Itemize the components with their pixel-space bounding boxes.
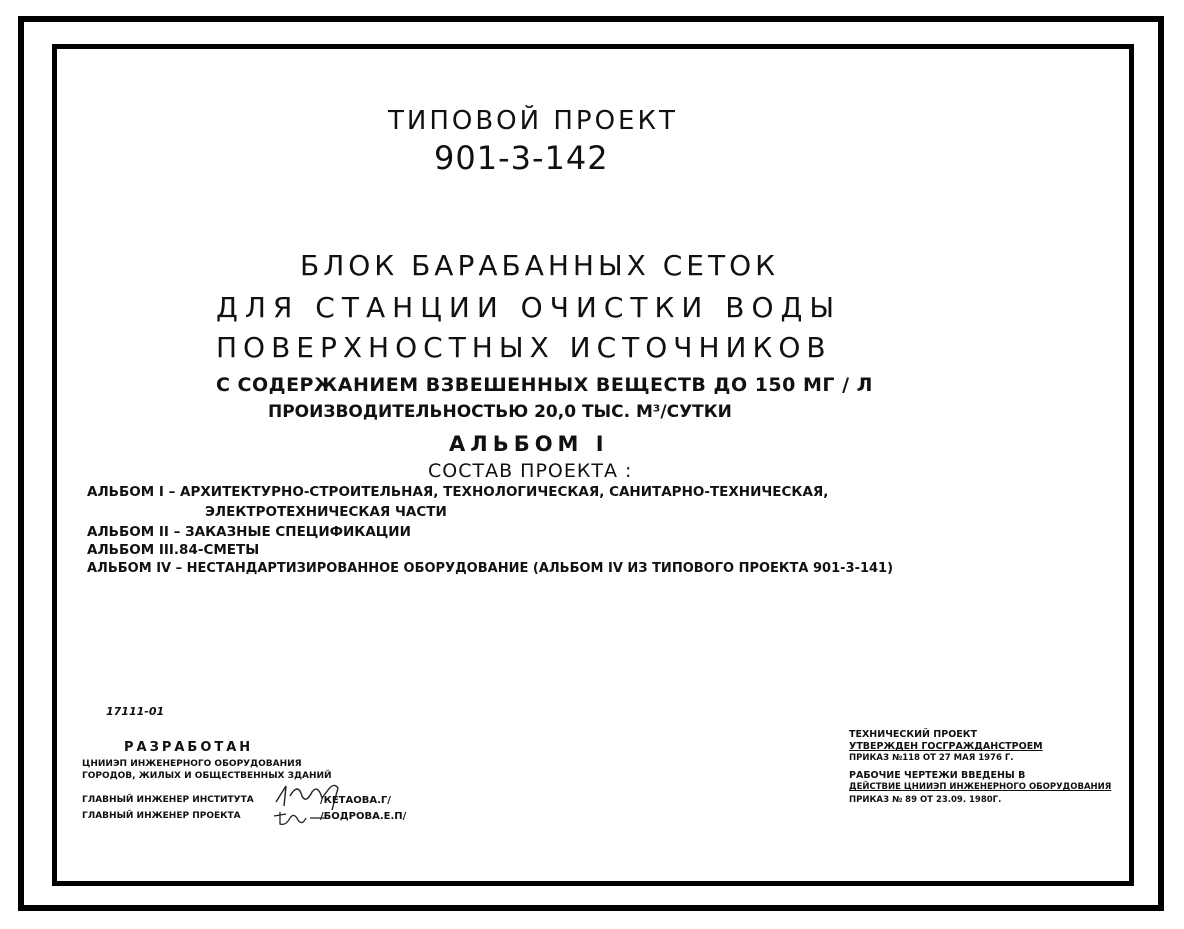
composition-item-1: АЛЬБОМ I – АРХИТЕКТУРНО-СТРОИТЕЛЬНАЯ, ТЕХНОЛОГИЧЕСКАЯ, САНИТАРНО-ТЕХНИЧЕСКАЯ, [87, 484, 829, 500]
composition-item-3: АЛЬБОМ III.84-СМЕТЫ [87, 542, 260, 558]
composition-item-4: АЛЬБОМ IV – НЕСТАНДАРТИЗИРОВАННОЕ ОБОРУДОВАНИЕ (АЛЬБОМ IV ИЗ ТИПОВОГО ПРОЕКТА 901-3-141) [87, 561, 894, 576]
approval-line-2: УТВЕРЖДЕН ГОСГРАЖДАНСТРОЕМ [849, 741, 1043, 752]
project-type-title: ТИПОВОЙ ПРОЕКТ [388, 106, 678, 136]
project-engineer-label: ГЛАВНЫЙ ИНЖЕНЕР ПРОЕКТА [82, 811, 241, 821]
approval-line-1: ТЕХНИЧЕСКИЙ ПРОЕКТ [849, 729, 978, 740]
developer-org-line-2: ГОРОДОВ, ЖИЛЫХ И ОБЩЕСТВЕННЫХ ЗДАНИЙ [82, 771, 332, 781]
composition-heading: СОСТАВ ПРОЕКТА : [428, 460, 633, 482]
approval-line-6: ПРИКАЗ № 89 ОТ 23.09. 1980Г. [849, 795, 1002, 805]
signature-project-engineer [272, 806, 332, 830]
approval-line-5: ДЕЙСТВИЕ ЦНИИЭП ИНЖЕНЕРНОГО ОБОРУДОВАНИЯ [849, 782, 1112, 792]
chief-engineer-name: /КЕТАОВА.Г/ [320, 795, 391, 806]
title-line-2: ДЛЯ СТАНЦИИ ОЧИСТКИ ВОДЫ [216, 291, 842, 324]
developer-heading: РАЗРАБОТАН [124, 740, 254, 755]
project-engineer-name: /БОДРОВА.Е.П/ [320, 811, 407, 822]
approval-line-3: ПРИКАЗ №118 ОТ 27 МАЯ 1976 Г. [849, 753, 1014, 763]
title-line-3: ПОВЕРХНОСТНЫХ ИСТОЧНИКОВ [216, 331, 832, 364]
project-number: 901-3-142 [434, 139, 609, 177]
approval-line-4: РАБОЧИЕ ЧЕРТЕЖИ ВВЕДЕНЫ В [849, 770, 1026, 781]
title-line-5: ПРОИЗВОДИТЕЛЬНОСТЬЮ 20,0 ТЫС. М³/СУТКИ [268, 402, 732, 422]
chief-engineer-label: ГЛАВНЫЙ ИНЖЕНЕР ИНСТИТУТА [82, 795, 254, 805]
catalog-number: 17111-01 [106, 705, 165, 718]
composition-item-1-cont: ЭЛЕКТРОТЕХНИЧЕСКАЯ ЧАСТИ [205, 504, 447, 520]
title-line-1: БЛОК БАРАБАННЫХ СЕТОК [300, 249, 780, 282]
composition-item-2: АЛЬБОМ II – ЗАКАЗНЫЕ СПЕЦИФИКАЦИИ [87, 524, 411, 540]
developer-org-line-1: ЦНИИЭП ИНЖЕНЕРНОГО ОБОРУДОВАНИЯ [82, 759, 302, 769]
title-line-4: С СОДЕРЖАНИЕМ ВЗВЕШЕННЫХ ВЕЩЕСТВ ДО 150 МГ / Л [216, 374, 873, 396]
album-label: АЛЬБОМ I [449, 432, 609, 456]
